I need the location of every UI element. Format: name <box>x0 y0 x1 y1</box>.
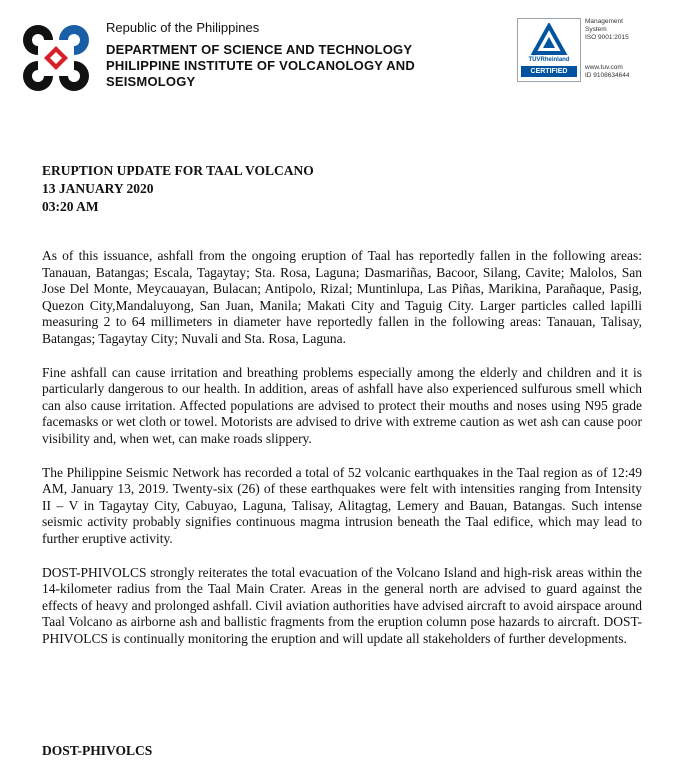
institute-name-line2: SEISMOLOGY <box>106 74 196 89</box>
paragraph-evacuation: DOST-PHIVOLCS strongly reiterates the total evacuation of the Volcano Island and high-risk areas within the 14-kilometer radius from the Taal Main Crater. Areas in the general north are advised to guard against the effects of heavy and prolonged ashfall. Civil aviation authorities have advised aircraft to avoid airspace around Taal Volcano as airborne ash and ballistic fragments from the eruption column pose hazards to aircraft. DOST-PHIVOLCS is continually monitoring the eruption and will update all stakeholders of further developments. <box>42 564 642 646</box>
department-name: DEPARTMENT OF SCIENCE AND TECHNOLOGY <box>106 42 413 57</box>
bulletin-body <box>42 248 642 664</box>
tuv-brand: TÜVRheinland <box>528 57 570 63</box>
bulletin-time: 03:20 AM <box>42 199 99 214</box>
cert-details <box>585 18 629 42</box>
iso-certification-badge <box>517 18 641 84</box>
tuv-logo-box <box>517 18 581 82</box>
bulletin-title: ERUPTION UPDATE FOR TAAL VOLCANO <box>42 163 314 178</box>
paragraph-ashfall-areas: As of this issuance, ashfall from the ongoing eruption of Taal has reportedly fallen in the following areas: Tanauan, Batangas; Escala, Tagaytay; Sta. Rosa, Laguna; Dasmariñas, Bacoor, Silang, Cavite; Malolos, San Jose Del Monte, Meycauayan, Bulacan; Antipolo, Rizal; Muntinlupa, Las Piñas, Marikina, Parañaque, Pasig, Quezon City,Mandaluyong, San Juan, Manila; Makati City and Taguig City. Larger particles called lapilli measuring 2 to 64 millimeters in diameter have reportedly fallen in the following areas: Tanauan, Talisay, Batangas; Tagaytay City; Nuvali and Sta. Rosa, Laguna. <box>42 248 642 346</box>
bulletin-date: 13 JANUARY 2020 <box>42 181 154 196</box>
bulletin-heading <box>42 162 314 216</box>
institute-name-line1: PHILIPPINE INSTITUTE OF VOLCANOLOGY AND <box>106 58 415 73</box>
agency-block <box>106 20 415 90</box>
tuv-triangle-icon <box>524 23 574 57</box>
cert-line3: ISO 9001:2015 <box>585 34 629 41</box>
cert-line1: Management <box>585 18 623 25</box>
cert-footer <box>585 64 629 80</box>
cert-id: ID 9108634644 <box>585 72 630 79</box>
dost-logo-icon <box>20 22 92 94</box>
republic-label: Republic of the Philippines <box>106 20 260 35</box>
cert-site: www.tuv.com <box>585 64 623 71</box>
paragraph-seismic-activity: The Philippine Seismic Network has recorded a total of 52 volcanic earthquakes in the Taal region as of 12:49 AM, January 13, 2019. Twenty-six (26) of these earthquakes were felt with intensities ranging from Intensity II – V in Tagaytay City, Cabuyao, Laguna, Talisay, Alitagtag, Lemery and Bauan, Batangas. Such intense seismic activity probably signifies continuous magma intrusion beneath the Taal edifice, which may lead to further eruptive activity. <box>42 464 642 546</box>
letterhead <box>0 0 681 110</box>
paragraph-health-advisory: Fine ashfall can cause irritation and breathing problems especially among the elderly and children and it is particularly dangerous to our health. In addition, areas of ashfall have also experienced sulfurous smell which can also cause irritation. Affected populations are advised to protect their mouths and noses using N95 grade facemasks or wet cloth or towel. Motorists are advised to drive with extreme caution as wet ash can cause poor visibility and, when wet, can make roads slippery. <box>42 364 642 446</box>
signature: DOST-PHIVOLCS <box>42 743 153 758</box>
cert-line2: System <box>585 26 607 33</box>
certified-label: CERTIFIED <box>521 66 577 77</box>
